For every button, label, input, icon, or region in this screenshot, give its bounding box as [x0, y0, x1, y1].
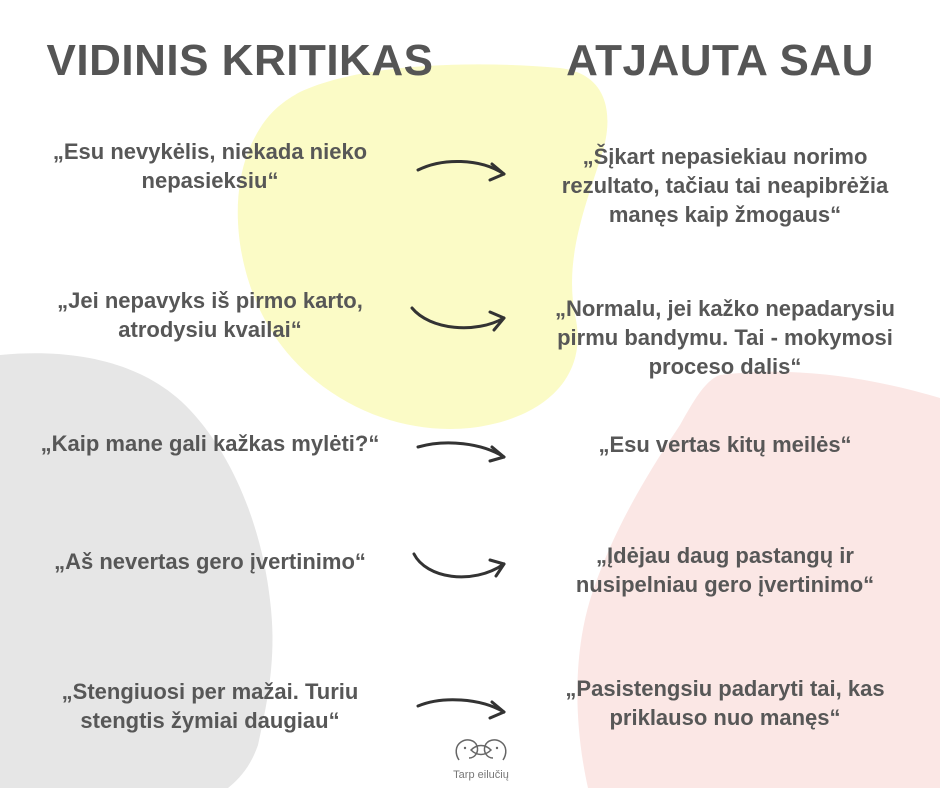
intertwined-heads-icon — [451, 736, 511, 766]
critic-2-line-2: atrodysiu kvailai“ — [118, 317, 302, 342]
compassion-statement-1 — [515, 142, 935, 229]
critic-5-line-1: „Stengiuosi per mažai. Turiu — [61, 679, 359, 704]
critic-statement-4 — [10, 547, 410, 576]
critic-statement-1 — [10, 137, 410, 195]
critic-3-line-1: „Kaip mane gali kažkas mylėti?“ — [40, 431, 380, 456]
compassion-1-line-3: manęs kaip žmogaus“ — [608, 202, 842, 227]
brand-name: Tarp eilučių — [453, 769, 509, 781]
self-compassion-heading: ATJAUTA SAU — [566, 36, 874, 85]
compassion-3-line-1: „Esu vertas kitų meilės“ — [598, 432, 852, 457]
critic-5-line-2: stengtis žymiai daugiau“ — [80, 708, 340, 733]
arrow-icon — [412, 433, 512, 469]
compassion-5-line-1: „Pasistengsiu padaryti tai, kas — [565, 676, 885, 701]
critic-statement-2 — [10, 286, 410, 344]
compassion-4-line-1: „Įdėjau daug pastangų ir — [596, 543, 854, 568]
compassion-2-line-1: „Normalu, jei kažko nepadarysiu — [555, 296, 895, 321]
critic-2-line-1: „Jei nepavyks iš pirmo karto, — [57, 288, 363, 313]
arrow-icon — [412, 150, 512, 190]
arrow-icon — [406, 300, 512, 340]
critic-statement-3 — [10, 429, 410, 458]
compassion-2-line-2: pirmu bandymu. Tai - mokymosi — [557, 325, 893, 350]
compassion-1-line-2: rezultato, tačiau tai neapibrėžia — [561, 173, 889, 198]
compassion-4-line-2: nusipelniau gero įvertinimo“ — [575, 572, 875, 597]
critic-1-line-1: „Esu nevykėlis, niekada nieko — [52, 139, 368, 164]
critic-1-line-2: nepasieksiu“ — [141, 168, 279, 193]
brand-logo — [436, 736, 526, 781]
compassion-2-line-3: proceso dalis“ — [648, 354, 802, 379]
compassion-statement-4 — [515, 541, 935, 599]
critic-4-line-1: „Aš nevertas gero įvertinimo“ — [54, 549, 366, 574]
compassion-1-line-1: „Šįkart nepasiekiau norimo — [582, 144, 868, 169]
compassion-statement-5 — [515, 674, 935, 732]
arrow-icon — [408, 548, 512, 588]
arrow-icon — [412, 690, 512, 726]
compassion-statement-2 — [515, 294, 935, 381]
compassion-5-line-2: priklauso nuo manęs“ — [609, 705, 841, 730]
compassion-statement-3 — [515, 430, 935, 459]
inner-critic-heading: VIDINIS KRITIKAS — [46, 36, 434, 85]
critic-statement-5 — [10, 677, 410, 735]
